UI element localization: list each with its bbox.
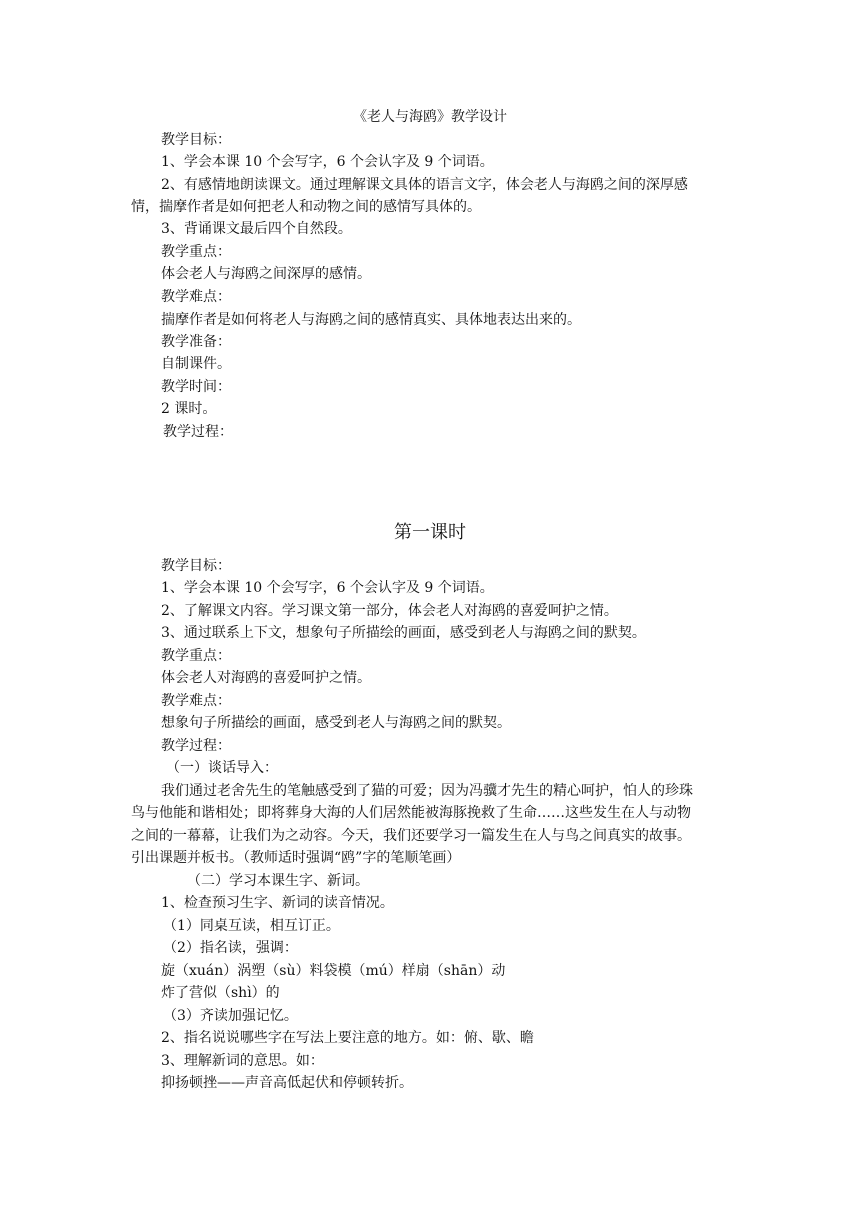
text-line: 教学重点： — [161, 244, 231, 260]
text-line: 1、学会本课 10 个会写字，6 个会认字及 9 个词语。 — [161, 154, 494, 170]
text-line: 情，揣摩作者是如何把老人和动物之间的感情写具体的。 — [131, 199, 481, 215]
text-line: 2、指名说说哪些字在写法上要注意的地方。如：俯、歇、瞻 — [161, 1030, 534, 1046]
text-line: （二）学习本课生字、新词。 — [187, 873, 369, 889]
text-line: 教学目标： — [161, 558, 231, 574]
text-line: 教学重点： — [161, 648, 231, 664]
text-line: 炸了营似（shì）的 — [161, 985, 280, 1001]
text-line: 旋（xuán）涡塑（sù）料袋模（mú）样扇（shān）动 — [161, 963, 506, 979]
text-line: 鸟与他能和谐相处；即将葬身大海的人们居然能被海豚挽救了生命……这些发生在人与动物 — [131, 805, 691, 821]
text-line: 教学过程： — [161, 738, 231, 754]
text-line: 想象句子所描绘的画面，感受到老人与海鸥之间的默契。 — [161, 715, 511, 731]
text-line: 2 课时。 — [161, 401, 217, 417]
text-line: 教学过程： — [163, 424, 233, 440]
text-line: 引出课题并板书。（教师适时强调“鸥”字的笔顺笔画） — [131, 850, 461, 866]
text-line: （1）同桌互读，相互订正。 — [163, 918, 340, 934]
text-line: 教学目标： — [161, 132, 231, 148]
document-title: 《老人与海鸥》教学设计 — [353, 109, 507, 125]
text-line: 1、学会本课 10 个会写字，6 个会认字及 9 个词语。 — [161, 580, 494, 596]
text-line: 教学时间： — [161, 379, 231, 395]
text-line: 我们通过老舍先生的笔触感受到了猫的可爱；因为冯骥才先生的精心呵护，怕人的珍珠 — [161, 783, 693, 799]
text-line: 2、有感情地朗读课文。通过理解课文具体的语言文字，体会老人与海鸥之间的深厚感 — [161, 177, 688, 193]
text-line: 3、理解新词的意思。如： — [161, 1053, 324, 1069]
text-line: 体会老人对海鸥的喜爱呵护之情。 — [161, 670, 371, 686]
text-line: 3、背诵课文最后四个自然段。 — [161, 221, 352, 237]
text-line: 抑扬顿挫——声音高低起伏和停顿转折。 — [161, 1075, 413, 1091]
text-line: （一）谈话导入： — [166, 760, 278, 776]
text-line: 揣摩作者是如何将老人与海鸥之间的感情真实、具体地表达出来的。 — [161, 312, 581, 328]
section-title: 第一课时 — [394, 522, 466, 543]
text-line: 1、检查预习生字、新词的读音情况。 — [161, 895, 394, 911]
text-line: 教学准备： — [161, 334, 231, 350]
text-line: （3）齐读加强记忆。 — [163, 1008, 298, 1024]
text-line: 自制课件。 — [161, 356, 231, 372]
text-line: 体会老人与海鸥之间深厚的感情。 — [161, 266, 371, 282]
text-line: 2、了解课文内容。学习课文第一部分，体会老人对海鸥的喜爱呵护之情。 — [161, 603, 618, 619]
text-line: 教学难点： — [161, 693, 231, 709]
text-line: （2）指名读，强调： — [163, 940, 298, 956]
text-line: 3、通过联系上下文，想象句子所描绘的画面，感受到老人与海鸥之间的默契。 — [161, 625, 646, 641]
text-line: 教学难点： — [161, 289, 231, 305]
text-line: 之间的一幕幕，让我们为之动容。今天，我们还要学习一篇发生在人与鸟之间真实的故事。 — [131, 828, 691, 844]
